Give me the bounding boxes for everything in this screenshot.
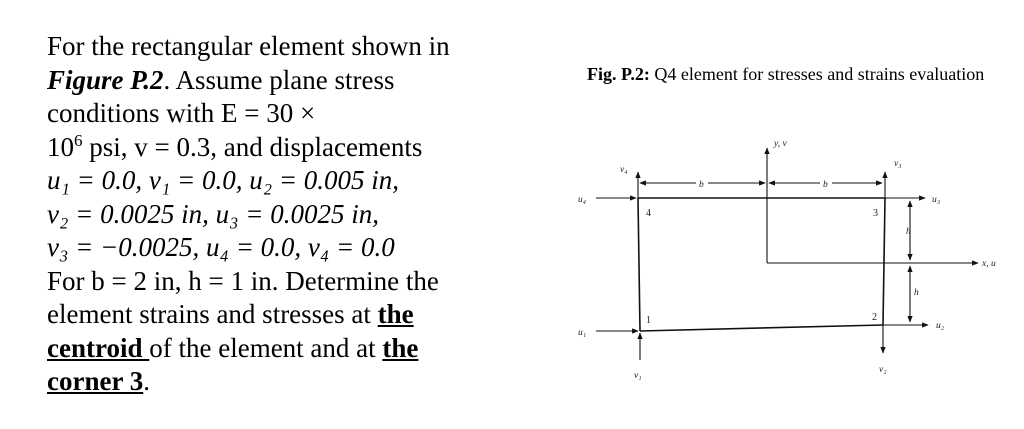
problem-line-11 bbox=[47, 365, 547, 399]
u4-label: u₄ bbox=[578, 195, 587, 205]
problem-line-10 bbox=[47, 332, 547, 366]
figure-caption-label: Fig. P.2: bbox=[587, 64, 650, 84]
u2-label: u₂ bbox=[936, 321, 945, 331]
figure-caption-text: Q4 element for stresses and strains evaluation bbox=[649, 64, 985, 84]
x-u-label: x, u bbox=[982, 259, 996, 269]
emphasis-the-2: the bbox=[382, 332, 419, 363]
q4-element-diagram bbox=[560, 128, 1020, 403]
b-right-label: b bbox=[823, 180, 828, 190]
problem-line-5: u₁ = 0.0, v₁ = 0.0, u₂ = 0.005 in, bbox=[47, 165, 400, 195]
emphasis-centroid: centroid bbox=[47, 332, 150, 363]
problem-line-10-text: of the element and at bbox=[149, 332, 383, 363]
figure-caption bbox=[587, 63, 1007, 85]
y-v-label: y, v bbox=[774, 139, 787, 149]
v4-label: v₄ bbox=[620, 165, 628, 175]
modulus-exponent: 6 bbox=[74, 130, 83, 150]
v2-label: v₂ bbox=[879, 365, 887, 375]
problem-line-4 bbox=[47, 131, 547, 165]
problem-line-1: For the rectangular element shown in bbox=[47, 31, 450, 61]
node-2-label: 2 bbox=[872, 312, 877, 323]
problem-line-7: v₃ = −0.0025, u₄ = 0.0, v₄ = 0.0 bbox=[47, 232, 395, 262]
problem-line-2-rest: . Assume plane stress bbox=[163, 64, 395, 95]
h-top-label: h bbox=[906, 227, 911, 237]
emphasis-corner-3: corner 3 bbox=[47, 366, 144, 396]
element-edge-right bbox=[883, 198, 885, 325]
v3-label: v₃ bbox=[894, 159, 902, 169]
node-1-label: 1 bbox=[646, 315, 651, 326]
node-3-label: 3 bbox=[873, 208, 878, 219]
emphasis-the-1: the bbox=[377, 299, 414, 329]
problem-line-9 bbox=[47, 298, 547, 332]
problem-statement bbox=[47, 30, 547, 399]
problem-line-8: For b = 2 in, h = 1 in. Determine the bbox=[47, 265, 439, 296]
h-bottom-label: h bbox=[914, 288, 919, 298]
problem-line-6: v₂ = 0.0025 in, u₃ = 0.0025 in, bbox=[47, 198, 379, 229]
node-4-label: 4 bbox=[646, 208, 651, 219]
u3-label: u₃ bbox=[932, 195, 941, 205]
problem-line-3: conditions with E = 30 × bbox=[47, 98, 316, 128]
figure-reference: Figure P.2 bbox=[47, 64, 164, 95]
modulus-base: 10 bbox=[47, 131, 74, 162]
b-left-label: b bbox=[699, 180, 704, 190]
problem-line-2 bbox=[47, 64, 547, 98]
problem-line-11-period: . bbox=[143, 366, 150, 396]
v1-label: v₁ bbox=[634, 371, 642, 381]
element-edge-left bbox=[638, 198, 640, 331]
u1-label: u₁ bbox=[578, 328, 587, 338]
problem-line-4-rest: psi, v = 0.3, and displacements bbox=[82, 131, 423, 162]
element-edge-bottom bbox=[640, 325, 883, 331]
problem-line-9-text: element strains and stresses at bbox=[47, 299, 378, 329]
